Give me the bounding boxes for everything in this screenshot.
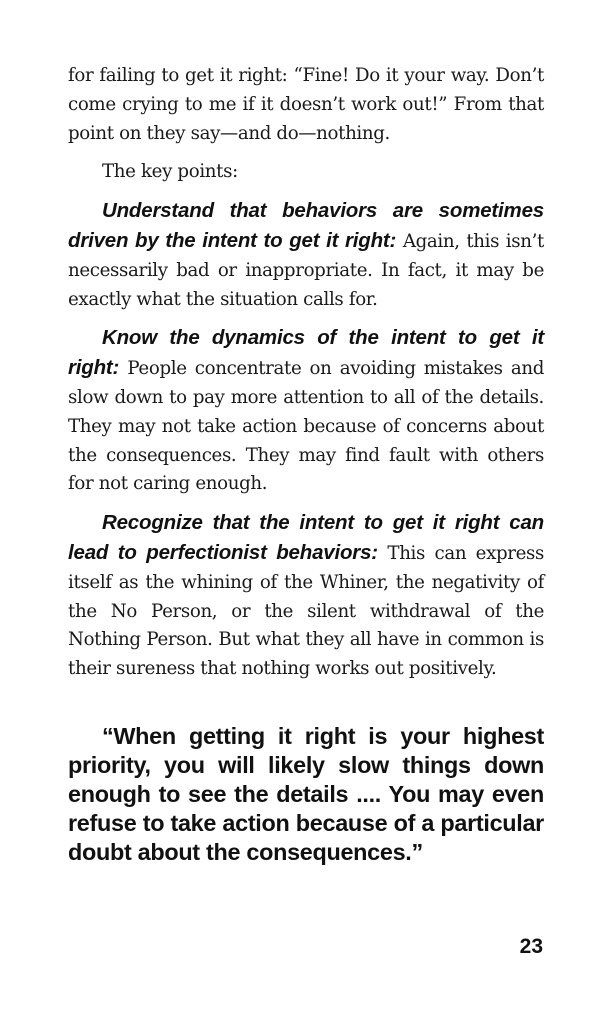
key-points-intro: The key points:: [102, 161, 238, 183]
key-point-1-text: Again, this isn’t necessarily bad or inappropriate. In fact, it may be exactly what the situation calls for.: [68, 230, 544, 310]
key-point-2-lead: Know the dynamics of the intent to get it right:: [68, 326, 544, 380]
key-point-1-lead: Understand that behaviors are sometimes driven by the intent to get it right:: [68, 199, 544, 252]
key-point-2-text: People concentrate on avoiding mistakes and slow down to pay more attention to all of the details. They may not take action because of concerns about the consequences. They may find fault with others for not caring enough.: [68, 358, 544, 495]
page-body: [68, 62, 544, 694]
key-point-3-lead: Recognize that the intent to get it right can lead to perfectionist behaviors:: [68, 511, 544, 564]
pull-quote: “When getting it right is your highest priority, you will likely slow things down enough to see the details .... You may even refuse to take action because of a particular doubt about the consequences.”: [68, 723, 544, 865]
page-number: 23: [519, 935, 543, 958]
key-point-3-text: This can express itself as the whining of the Whiner, the negativity of the No Person, or the silent withdrawal of the Nothing Person. But what they all have in common is their sureness that nothing works out positively.: [68, 542, 545, 680]
key-point-2: [68, 324, 544, 499]
key-point-1: [68, 197, 544, 314]
continuation-paragraph: for failing to get it right: “Fine! Do it your way. Don’t come crying to me if it doesn’t work out!” From that point on they say—and do—nothing.: [68, 65, 544, 144]
key-point-3: [68, 509, 544, 684]
